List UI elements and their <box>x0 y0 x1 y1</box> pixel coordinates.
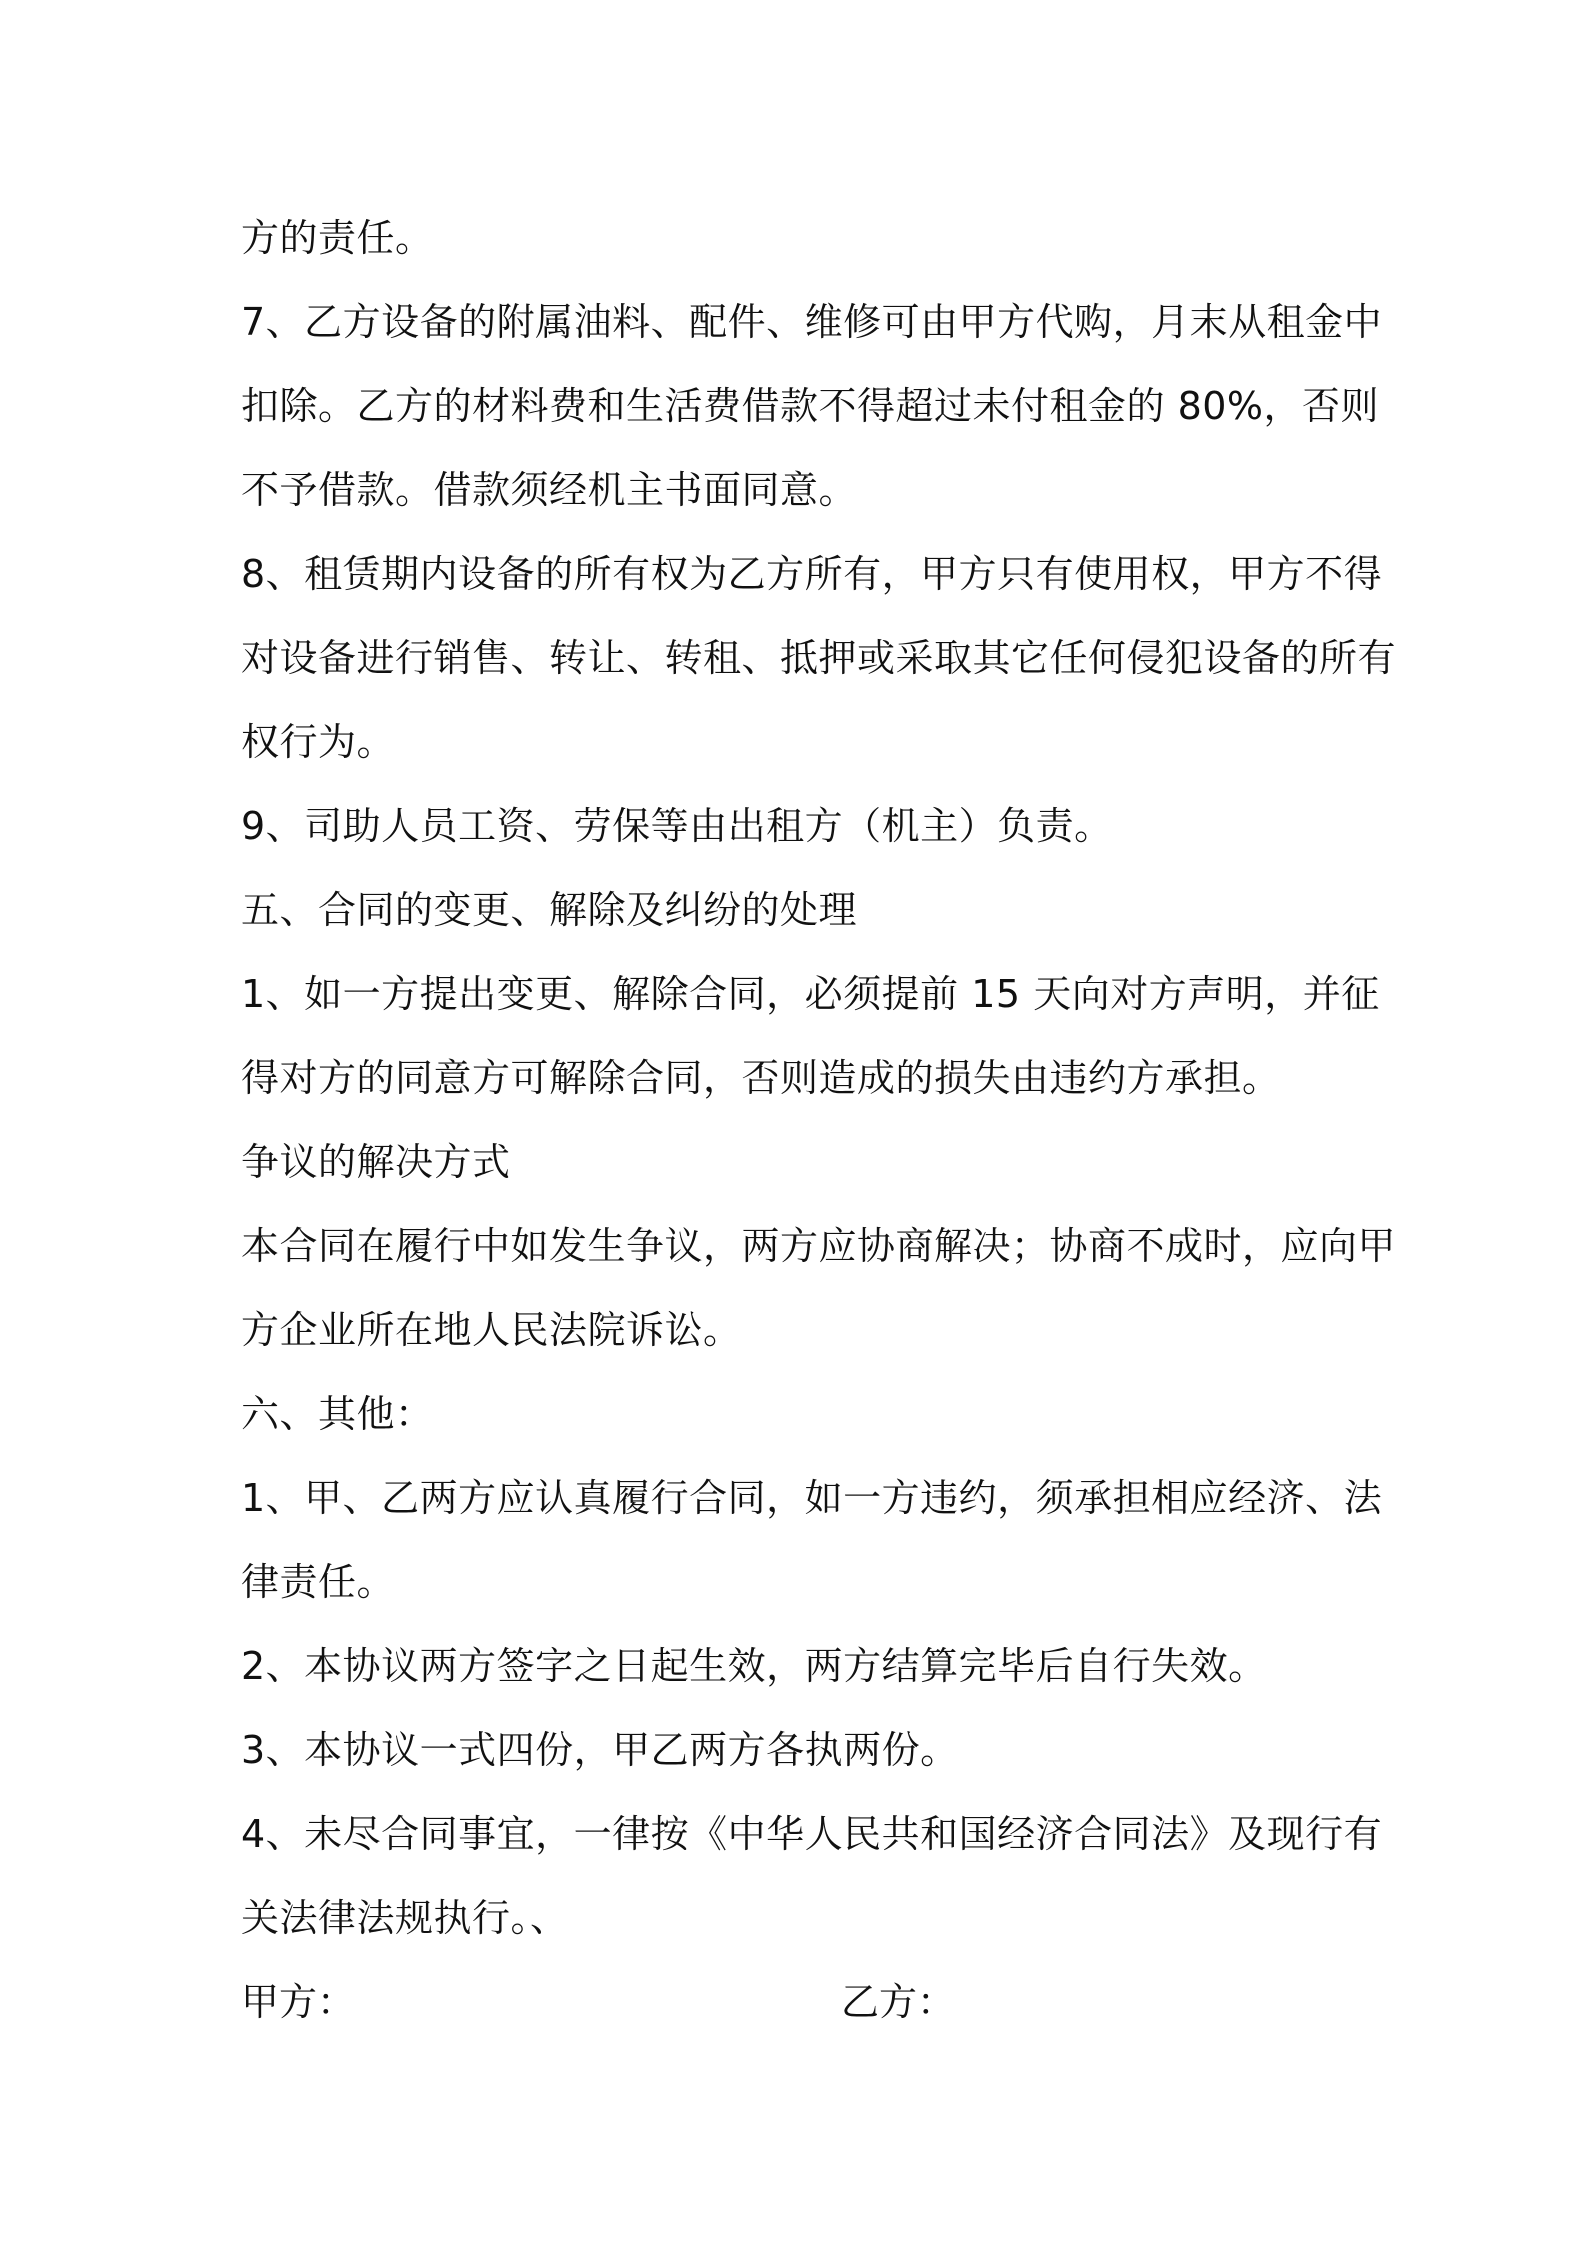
text-line: 方的责任。 <box>241 216 434 260</box>
text-line: 1、如一方提出变更、解除合同，必须提前 15 天向对方声明，并征 <box>241 972 1380 1016</box>
contract-body <box>241 196 1397 2044</box>
text-line: 得对方的同意方可解除合同，否则造成的损失由违约方承担。 <box>241 1056 1281 1100</box>
text-line: 9、司助人员工资、劳保等由出租方（机主）负责。 <box>241 804 1113 848</box>
text-line: 方企业所在地人民法院诉讼。 <box>241 1308 742 1352</box>
signature-row <box>241 1960 1361 2044</box>
subsection-heading: 争议的解决方式 <box>241 1140 511 1184</box>
text-line: 律责任。 <box>241 1560 396 1604</box>
party-b-signature-label: 乙方： <box>841 1980 956 2024</box>
party-a-signature-label: 甲方： <box>241 1980 356 2024</box>
text-line: 4、未尽合同事宜，一律按《中华人民共和国经济合同法》及现行有 <box>241 1812 1383 1856</box>
text-line: 关法律法规执行。、 <box>241 1896 569 1940</box>
text-line: 对设备进行销售、转让、转租、抵押或采取其它任何侵犯设备的所有 <box>241 636 1397 680</box>
text-line: 不予借款。借款须经机主书面同意。 <box>241 468 858 512</box>
text-line: 2、本协议两方签字之日起生效，两方结算完毕后自行失效。 <box>241 1644 1267 1688</box>
text-line: 3、本协议一式四份，甲乙两方各执两份。 <box>241 1728 959 1772</box>
text-line: 7、乙方设备的附属油料、配件、维修可由甲方代购，月末从租金中 <box>241 300 1383 344</box>
text-line: 本合同在履行中如发生争议，两方应协商解决；协商不成时，应向甲 <box>241 1224 1397 1268</box>
text-line: 权行为。 <box>241 720 396 764</box>
text-line: 8、租赁期内设备的所有权为乙方所有，甲方只有使用权，甲方不得 <box>241 552 1383 596</box>
text-line: 扣除。乙方的材料费和生活费借款不得超过未付租金的 80%，否则 <box>241 384 1380 428</box>
section-heading: 六、其他： <box>241 1392 434 1436</box>
text-line: 1、甲、乙两方应认真履行合同，如一方违约，须承担相应经济、法 <box>241 1476 1383 1520</box>
section-heading: 五、合同的变更、解除及纠纷的处理 <box>241 888 858 932</box>
